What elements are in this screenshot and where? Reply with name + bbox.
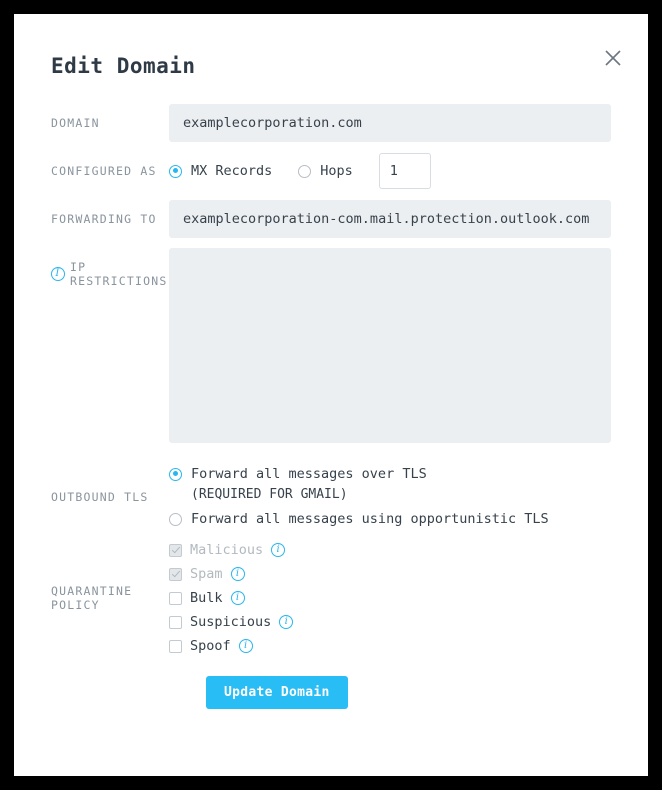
- info-icon[interactable]: I: [51, 267, 65, 281]
- ip-restrictions-label-text: IP RESTRICTIONS: [70, 260, 168, 288]
- submit-wrap: [14, 676, 648, 709]
- checkbox-malicious-indicator: [169, 544, 182, 557]
- hops-input[interactable]: [379, 153, 431, 189]
- radio-hops-indicator: [298, 165, 311, 178]
- forwarding-to-row: [14, 200, 648, 238]
- ip-restrictions-row: [14, 248, 648, 447]
- radio-tls-opportunistic-label: Forward all messages using opportunistic TLS: [191, 511, 549, 527]
- domain-input[interactable]: [169, 104, 611, 142]
- ip-restrictions-field-wrap: [169, 248, 648, 447]
- outbound-tls-row: [14, 461, 648, 532]
- radio-tls-required[interactable]: [169, 461, 611, 487]
- checkbox-spam-indicator: [169, 568, 182, 581]
- forwarding-to-input[interactable]: [169, 200, 611, 238]
- info-icon-spoof[interactable]: i: [239, 639, 253, 653]
- ip-restrictions-textarea[interactable]: [169, 248, 611, 443]
- update-domain-button[interactable]: Update Domain: [206, 676, 348, 709]
- quarantine-policy-label: QUARANTINE POLICY: [51, 584, 133, 612]
- checkbox-spoof[interactable]: [169, 634, 611, 658]
- forwarding-to-label: FORWARDING TO: [51, 212, 157, 226]
- checkbox-spoof-indicator: [169, 640, 182, 653]
- radio-tls-required-label: Forward all messages over TLS: [191, 466, 427, 482]
- checkbox-malicious[interactable]: [169, 538, 611, 562]
- domain-field-wrap: [169, 104, 648, 142]
- ip-restrictions-label: [14, 248, 169, 288]
- checkbox-spam-label: Spam: [190, 566, 223, 582]
- radio-mx-records-indicator: [169, 165, 182, 178]
- checkbox-suspicious-indicator: [169, 616, 182, 629]
- edit-domain-form: [14, 104, 648, 709]
- radio-hops[interactable]: [298, 163, 353, 179]
- outbound-tls-field-wrap: [169, 461, 648, 532]
- configured-as-row: [14, 152, 648, 190]
- info-icon-malicious[interactable]: i: [271, 543, 285, 557]
- radio-tls-opportunistic[interactable]: [169, 506, 611, 532]
- domain-row: [14, 104, 648, 142]
- forwarding-to-field-wrap: [169, 200, 648, 238]
- domain-label: DOMAIN: [51, 116, 100, 130]
- radio-hops-label: Hops: [320, 163, 353, 179]
- radio-mx-records-label: MX Records: [191, 163, 273, 179]
- checkbox-spoof-label: Spoof: [190, 638, 231, 654]
- checkbox-suspicious[interactable]: [169, 610, 611, 634]
- checkbox-spam[interactable]: [169, 562, 611, 586]
- close-icon[interactable]: [602, 47, 624, 69]
- quarantine-policy-row: [14, 538, 648, 658]
- radio-tls-required-indicator: [169, 468, 182, 481]
- info-icon-bulk[interactable]: i: [231, 591, 245, 605]
- checkbox-bulk-label: Bulk: [190, 590, 223, 606]
- checkbox-bulk-indicator: [169, 592, 182, 605]
- checkbox-bulk[interactable]: [169, 586, 611, 610]
- radio-mx-records[interactable]: [169, 163, 272, 179]
- checkbox-suspicious-label: Suspicious: [190, 614, 272, 630]
- configured-as-field-wrap: [169, 152, 648, 190]
- outbound-tls-label: OUTBOUND TLS: [51, 489, 149, 504]
- edit-domain-dialog: [14, 14, 648, 776]
- checkbox-malicious-label: Malicious: [190, 542, 264, 558]
- quarantine-policy-field-wrap: [169, 538, 648, 658]
- info-icon-suspicious[interactable]: i: [279, 615, 293, 629]
- configured-as-label: CONFIGURED AS: [51, 164, 157, 178]
- outbound-tls-note: (REQUIRED FOR GMAIL): [191, 487, 348, 502]
- radio-tls-opportunistic-indicator: [169, 513, 182, 526]
- info-icon-spam[interactable]: i: [231, 567, 245, 581]
- page-title: Edit Domain: [51, 54, 196, 78]
